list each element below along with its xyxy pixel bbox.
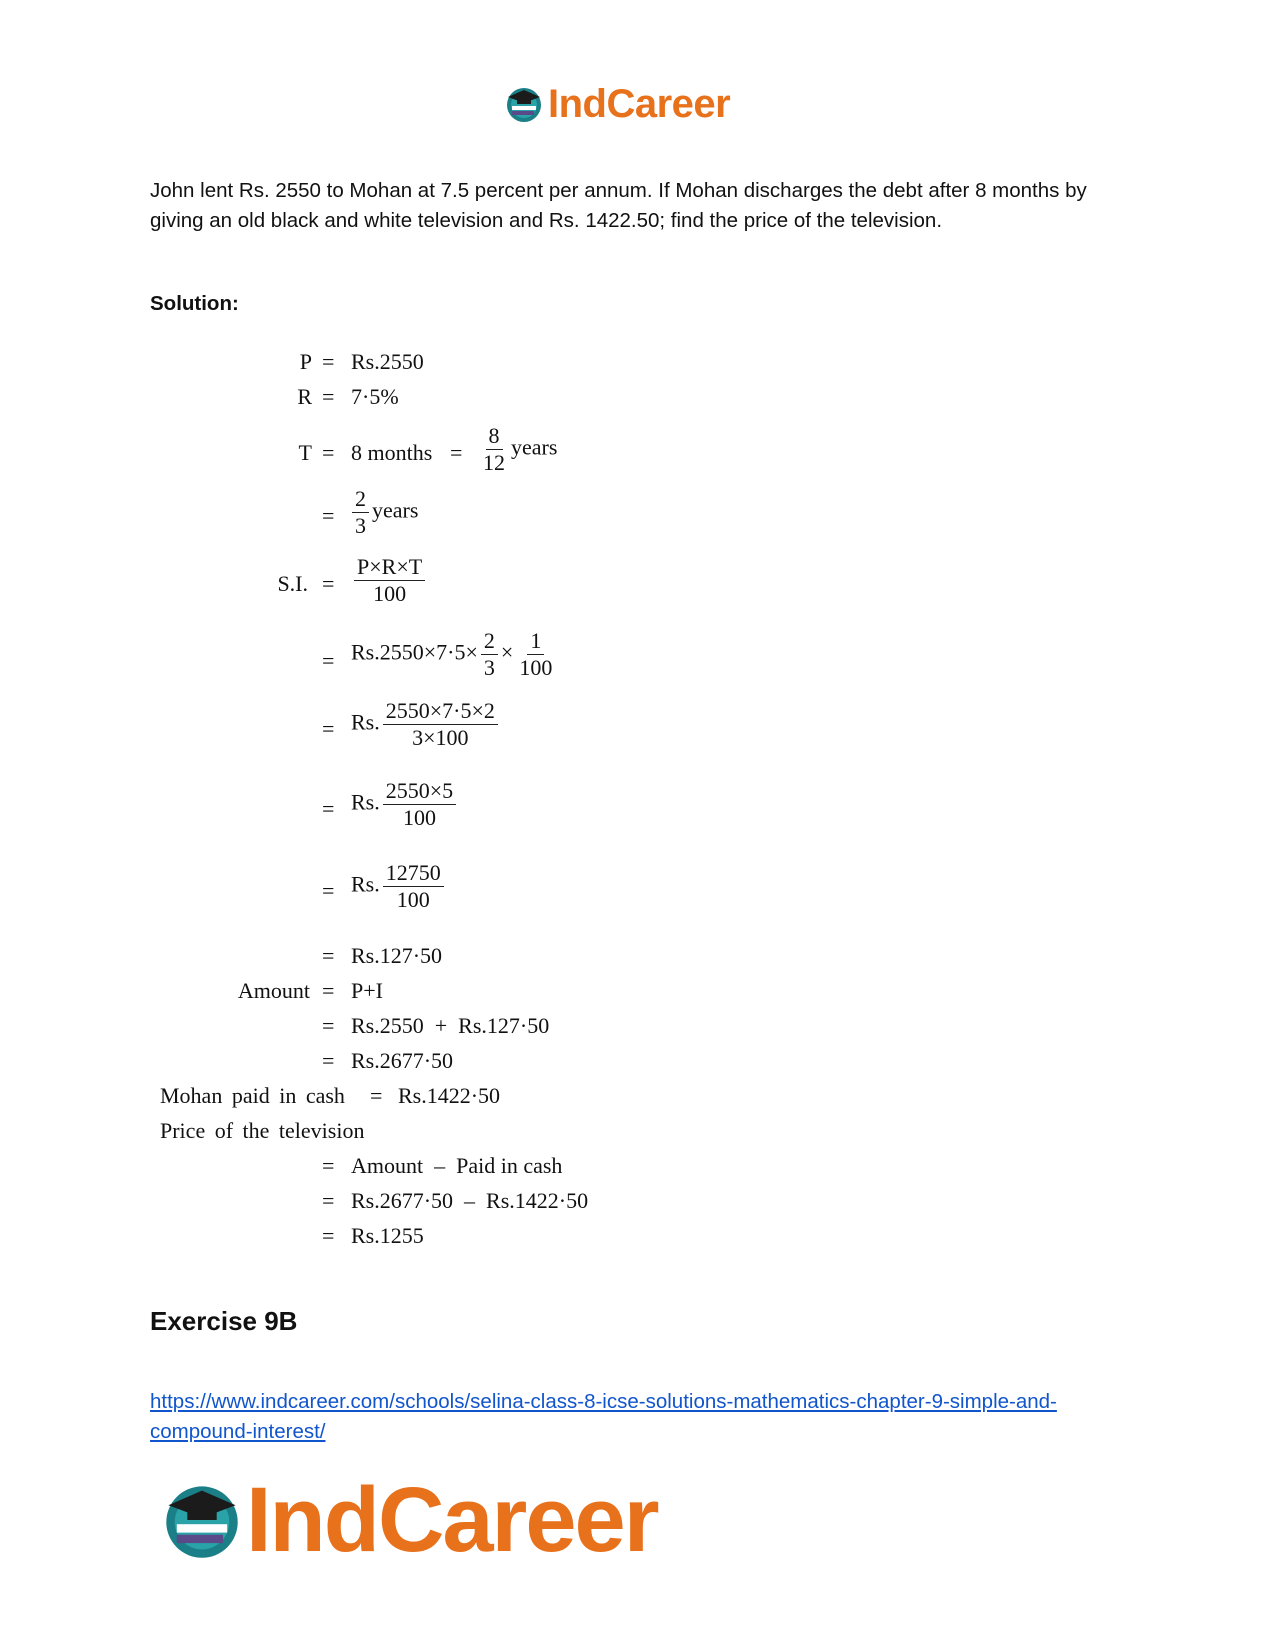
rate-value: 7·5% [351, 384, 399, 409]
amount-step-1: Rs.2550 + Rs.127·50 [351, 1013, 550, 1038]
cash-value: Rs.1422·50 [398, 1083, 501, 1108]
p-label: P [299, 349, 312, 374]
graduation-cap-globe-icon [504, 84, 544, 124]
amount-formula: P+I [351, 978, 383, 1003]
equals-sign: = [322, 349, 335, 374]
equals-sign: = [322, 978, 335, 1003]
time-fraction: $\frac{8}{12}$ years [483, 423, 558, 475]
equals-sign: = [450, 440, 463, 465]
equals-sign: = [322, 571, 335, 596]
equals-sign: = [322, 503, 335, 528]
equals-sign: = [322, 1153, 335, 1178]
footer-logo [160, 1470, 658, 1570]
equals-sign: = [322, 1188, 335, 1213]
equals-sign: = [322, 943, 335, 968]
si-formula: $\frac{P\times R\times T}{100}$ [351, 556, 428, 605]
cash-label: Mohan paid in cash [160, 1083, 345, 1108]
equals-sign: = [370, 1083, 383, 1108]
si-step-3: Rs. $\frac{2550\times 5}{100}$ [351, 780, 459, 829]
si-step-1: Rs.2550×7·5× $\frac{2}{3}$ × $\frac{1}{100}$ [351, 628, 553, 680]
equals-sign: = [322, 440, 335, 465]
r-label: R [297, 384, 312, 409]
principal-value: Rs.2550 [351, 349, 424, 374]
equals-sign: = [322, 1223, 335, 1248]
si-step-2: Rs. $\frac{2550\times 7\cdot 5\times 2}{3\times 100}$ [351, 700, 501, 749]
t-label: T [298, 440, 312, 465]
equals-sign: = [322, 796, 335, 821]
equals-sign: = [322, 878, 335, 903]
amount-result: Rs.2677·50 [351, 1048, 454, 1073]
equals-sign: = [322, 1048, 335, 1073]
header-logo [504, 80, 730, 128]
equals-sign: = [322, 648, 335, 673]
price-result: Rs.1255 [351, 1223, 424, 1248]
exercise-heading: Exercise 9B [150, 1306, 298, 1336]
time-simplified: $\frac{2}{3}$ years [349, 488, 418, 537]
si-label: S.I. [277, 571, 308, 596]
time-months: 8 months [351, 440, 433, 465]
si-step-4: Rs. $\frac{12750}{100}$ [351, 862, 447, 911]
equals-sign: = [322, 1013, 335, 1038]
graduation-cap-globe-icon [160, 1478, 244, 1562]
question-text: John lent Rs. 2550 to Mohan at 7.5 percent per annum. If Mohan discharges the debt after 8 months by giving an old black and white television and Rs. 1422.50; find the price of the television. [150, 179, 1087, 232]
source-link[interactable]: https://www.indcareer.com/schools/selina-class-8-icse-solutions-mathematics-chapter-9-simple-and-compound-interest/ [150, 1390, 1057, 1443]
brand-name: IndCareer [548, 81, 731, 126]
si-result: Rs.127·50 [351, 943, 443, 968]
equals-sign: = [322, 384, 335, 409]
amount-label: Amount [237, 978, 310, 1003]
brand-name: IndCareer [246, 1468, 658, 1571]
price-step-2: Rs.2677·50 – Rs.1422·50 [351, 1188, 589, 1213]
price-step-1: Amount – Paid in cash [351, 1153, 563, 1178]
price-label: Price of the television [160, 1118, 365, 1143]
solution-heading: Solution: [150, 292, 239, 315]
equals-sign: = [322, 716, 335, 741]
